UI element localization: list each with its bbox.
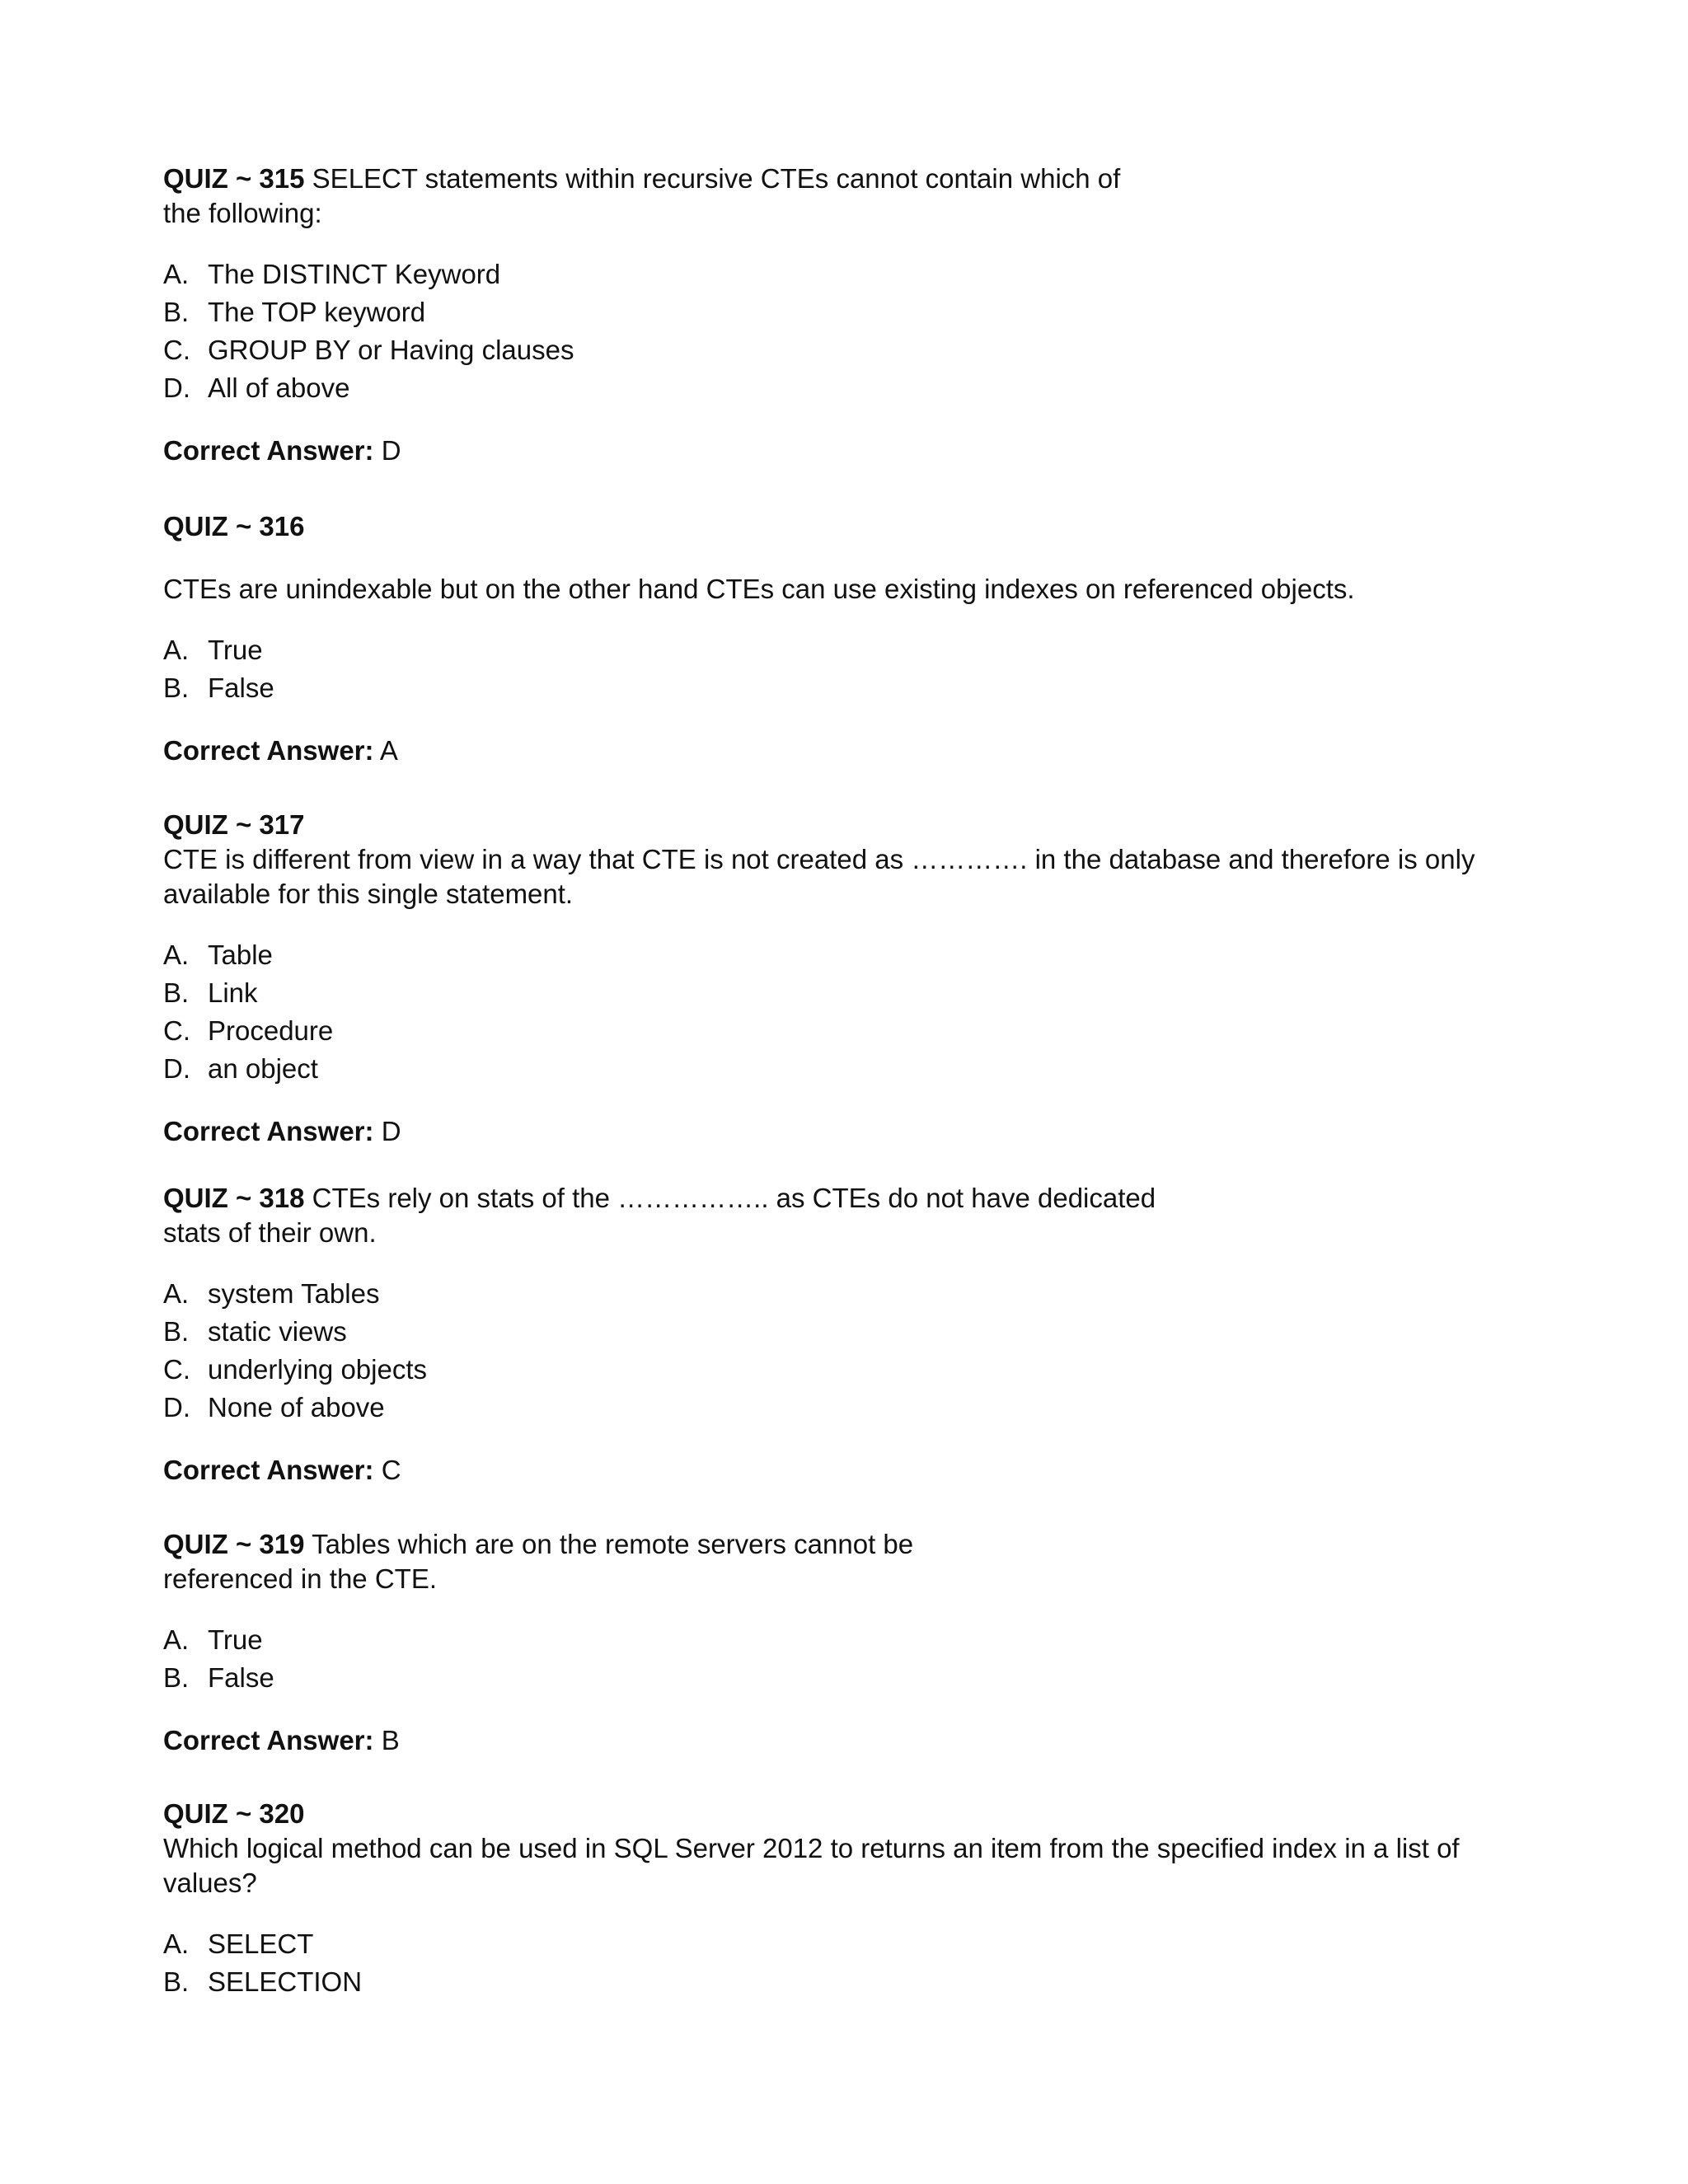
option-a <box>163 1275 1185 1313</box>
option-letter: A. <box>163 1929 190 1959</box>
option-text: SELECTION <box>208 1966 363 1997</box>
option-text: SELECT <box>208 1929 314 1959</box>
option-text: None of above <box>208 1392 385 1422</box>
option-b <box>163 293 1152 331</box>
quiz-316 <box>163 509 1482 768</box>
question-text: SELECT statements within recursive CTEs cannot contain which of the following: <box>163 163 1121 228</box>
options-list <box>163 255 1152 407</box>
answer-value: D <box>381 1116 401 1146</box>
question <box>163 1797 1482 1900</box>
quiz-number: QUIZ ~ 316 <box>163 511 305 541</box>
quiz-number: QUIZ ~ 318 <box>163 1183 305 1213</box>
option-letter: D. <box>163 1053 190 1084</box>
option-text: True <box>208 1624 263 1655</box>
option-letter: A. <box>163 1278 190 1309</box>
option-text: underlying objects <box>208 1354 427 1385</box>
option-text: All of above <box>208 373 350 403</box>
question-text: CTEs are unindexable but on the other hand CTEs can use existing indexes on referenced objects. <box>163 574 1355 604</box>
option-text: False <box>208 673 274 703</box>
answer-value: C <box>381 1455 401 1485</box>
option-text: static views <box>208 1316 347 1347</box>
option-a <box>163 255 1152 293</box>
option-letter: B. <box>163 673 190 703</box>
option-letter: B. <box>163 1662 190 1693</box>
quiz-number: QUIZ ~ 320 <box>163 1798 305 1829</box>
quiz-319 <box>163 1527 987 1758</box>
quiz-number: QUIZ ~ 319 <box>163 1529 305 1559</box>
question-text: CTEs rely on stats of the …………….. as CTEs do not have dedicated stats of their own. <box>163 1183 1156 1248</box>
quiz-318 <box>163 1181 1185 1488</box>
quiz-315 <box>163 162 1152 468</box>
option-d <box>163 1389 1185 1427</box>
quiz-number: QUIZ ~ 315 <box>163 163 305 194</box>
option-text: True <box>208 635 263 665</box>
option-letter: A. <box>163 259 190 289</box>
option-b <box>163 1963 1482 2001</box>
options-list <box>163 631 1482 707</box>
question <box>163 509 1482 544</box>
option-b <box>163 974 1482 1012</box>
question <box>163 1181 1185 1250</box>
option-b <box>163 669 1482 707</box>
correct-answer <box>163 1453 1185 1488</box>
option-text: Procedure <box>208 1015 334 1046</box>
option-d <box>163 369 1152 407</box>
option-text: The TOP keyword <box>208 297 426 327</box>
option-letter: C. <box>163 1015 190 1046</box>
option-letter: A. <box>163 635 190 665</box>
correct-answer <box>163 733 1482 768</box>
question-text: Tables which are on the remote servers cannot be referenced in the CTE. <box>163 1529 914 1594</box>
answer-value: D <box>381 435 401 466</box>
options-list <box>163 1275 1185 1427</box>
correct-answer <box>163 1723 987 1758</box>
question <box>163 1527 987 1596</box>
answer-label: Correct Answer: <box>163 735 374 766</box>
option-text: The DISTINCT Keyword <box>208 259 501 289</box>
option-d <box>163 1050 1482 1088</box>
answer-value: B <box>381 1725 400 1755</box>
option-letter: D. <box>163 373 190 403</box>
option-letter: C. <box>163 1354 190 1385</box>
option-b <box>163 1313 1185 1351</box>
option-c <box>163 1012 1482 1050</box>
option-letter: C. <box>163 335 190 365</box>
option-a <box>163 1621 987 1659</box>
answer-label: Correct Answer: <box>163 1455 374 1485</box>
correct-answer <box>163 434 1152 468</box>
correct-answer <box>163 1114 1482 1149</box>
option-letter: A. <box>163 940 190 970</box>
question <box>163 808 1482 912</box>
options-list <box>163 936 1482 1088</box>
options-list <box>163 1621 987 1697</box>
quiz-320 <box>163 1797 1482 2001</box>
option-c <box>163 331 1152 369</box>
option-text: an object <box>208 1053 318 1084</box>
answer-value: A <box>379 735 398 766</box>
option-letter: B. <box>163 977 190 1008</box>
option-c <box>163 1351 1185 1389</box>
option-letter: A. <box>163 1624 190 1655</box>
option-text: Link <box>208 977 258 1008</box>
options-list <box>163 1925 1482 2001</box>
quiz-317 <box>163 808 1482 1149</box>
option-text: system Tables <box>208 1278 380 1309</box>
option-text: False <box>208 1662 274 1693</box>
option-a <box>163 936 1482 974</box>
question <box>163 162 1152 231</box>
answer-label: Correct Answer: <box>163 1725 374 1755</box>
option-letter: B. <box>163 297 190 327</box>
option-a <box>163 1925 1482 1963</box>
option-letter: B. <box>163 1966 190 1997</box>
answer-label: Correct Answer: <box>163 435 374 466</box>
question-text: CTE is different from view in a way that CTE is not created as …………. in the database and therefore is only available for this single statement. <box>163 844 1475 909</box>
option-b <box>163 1659 987 1697</box>
option-letter: B. <box>163 1316 190 1347</box>
quiz-number: QUIZ ~ 317 <box>163 809 305 840</box>
answer-label: Correct Answer: <box>163 1116 374 1146</box>
option-a <box>163 631 1482 669</box>
option-text: Table <box>208 940 273 970</box>
option-text: GROUP BY or Having clauses <box>208 335 574 365</box>
option-letter: D. <box>163 1392 190 1422</box>
question-text: Which logical method can be used in SQL Server 2012 to returns an item from the specified index in a list of values? <box>163 1833 1460 1898</box>
